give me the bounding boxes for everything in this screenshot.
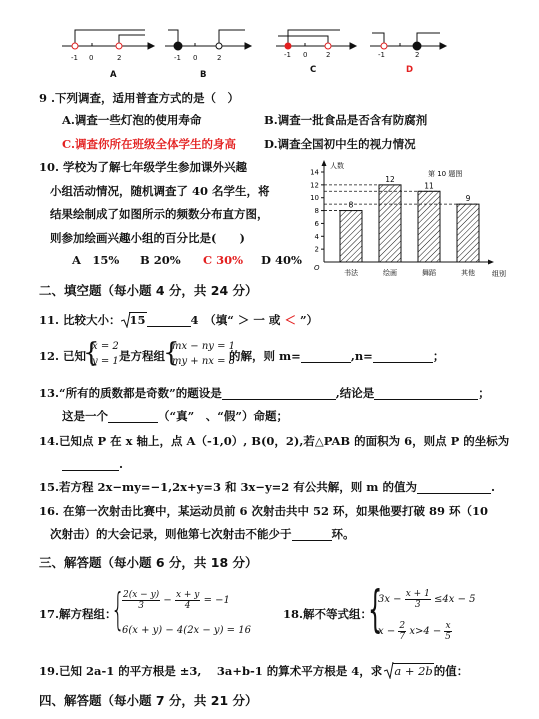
q13-line-1 bbox=[39, 386, 490, 400]
q11 bbox=[39, 313, 318, 327]
q9-option-d: D.调查全国初中生的视力情况 bbox=[264, 137, 416, 151]
q12-a2: y = 1 bbox=[92, 356, 119, 367]
q13-text-3: ； bbox=[478, 386, 490, 400]
tick-label: 0 bbox=[303, 51, 308, 59]
q12-a1: x = 2 bbox=[92, 341, 119, 352]
q9-option-c: C.调查你所在班级全体学生的身高 bbox=[62, 137, 236, 151]
y-tick-label: 4 bbox=[314, 232, 319, 241]
q13-text-1: 13.“所有的质数都是奇数”的题设是 bbox=[39, 386, 222, 400]
q12-b1: mx − ny = 1 bbox=[172, 341, 236, 352]
tick-label: -1 bbox=[174, 54, 181, 62]
q14-line-2 bbox=[62, 457, 123, 471]
q18-b: x − bbox=[378, 626, 396, 637]
q16-line-1: 16. 在第一次射击比赛中，某运动员前 6 次射击共中 52 环，如果他要打破 89 环（10 bbox=[39, 504, 489, 518]
q18-num-1: x + 1 bbox=[405, 589, 430, 599]
tick-label: -1 bbox=[71, 54, 78, 62]
q18-rhs-1: ≤4x − 5 bbox=[434, 594, 476, 605]
q17-label: 17.解方程组： bbox=[39, 607, 117, 621]
q10-option-b: B 20% bbox=[140, 253, 181, 267]
section-3-header: 三、解答题（每小题 6 分，共 18 分） bbox=[39, 555, 258, 570]
q12-post bbox=[229, 349, 444, 363]
q13-line-2 bbox=[62, 409, 288, 423]
q12-middle: 是方程组 bbox=[119, 349, 165, 363]
tick-label: -1 bbox=[378, 51, 385, 59]
tick-label: 0 bbox=[89, 54, 94, 62]
q9-stem: 9 .下列调查，适用普查方式的是（ ） bbox=[39, 91, 240, 105]
q11-lt: ＜ bbox=[284, 313, 296, 327]
q17-den-1: 3 bbox=[138, 601, 144, 611]
q12-prefix: 12. 已知 bbox=[39, 349, 87, 363]
q13-text-5: （“真” 、“假”）命题； bbox=[158, 409, 288, 423]
category-label: 其他 bbox=[461, 269, 475, 277]
q18-label: 18.解不等式组： bbox=[283, 607, 373, 621]
q10-option-a: A 15% bbox=[72, 253, 120, 267]
tick-label: 0 bbox=[193, 54, 198, 62]
tick-label: 2 bbox=[415, 51, 420, 59]
q18-den-1: 3 bbox=[414, 600, 421, 610]
category-label: 书法 bbox=[344, 269, 358, 277]
q13-text-2: ,结论是 bbox=[335, 386, 375, 400]
q15: 15.若方程 2x−my=−1,2x+y=3 和 3x−y=2 有公共解，则 m 的值为 . bbox=[39, 480, 495, 494]
q9-option-a: A.调查一些灯泡的使用寿命 bbox=[62, 113, 202, 127]
q17-num-1: 2(x − y) bbox=[123, 590, 160, 600]
option-label-b: B bbox=[200, 70, 207, 80]
q10-line-3: 结果绘制成了如图所示的频数分布直方图， bbox=[50, 207, 269, 221]
bar bbox=[340, 211, 362, 262]
bar-value-label: 12 bbox=[385, 174, 395, 184]
x-axis-label: 组别 bbox=[492, 270, 506, 278]
section-2-header: 二、填空题（每小题 4 分，共 24 分） bbox=[39, 283, 258, 298]
q16-text: 次射击）的大会记录，则他第七次射击不能少于 bbox=[50, 527, 292, 541]
q16-line-2 bbox=[50, 527, 355, 541]
q14-end: . bbox=[119, 457, 124, 471]
bar bbox=[457, 204, 479, 262]
y-tick-label: 12 bbox=[310, 181, 319, 190]
q18-num-3: x bbox=[445, 621, 451, 631]
q17-rhs-1: = −1 bbox=[203, 595, 230, 606]
y-tick-label: 10 bbox=[310, 194, 319, 203]
q17-den-2: 4 bbox=[184, 601, 191, 611]
q10-line-1: 10. 学校为了解七年级学生参加课外兴趣 bbox=[39, 160, 248, 174]
q11-radicand: 15 bbox=[129, 313, 146, 327]
option-label-d: D bbox=[406, 65, 414, 75]
brace-icon: { bbox=[368, 580, 383, 638]
q10-line-2: 小组活动情况，随机调查了 40 名学生，将 bbox=[50, 184, 270, 198]
q12-b2: my + nx = 8 bbox=[172, 356, 236, 367]
number-line-figures bbox=[0, 0, 539, 85]
q12-post2: ,n= bbox=[350, 349, 373, 363]
q17-row-1: $\frac{2(x - y)}{3}$ − $\frac{x + y}{4}$ = −1 bbox=[123, 590, 230, 611]
tick-label: 2 bbox=[217, 54, 222, 62]
tick-label: 2 bbox=[117, 54, 122, 62]
q10-option-c: C 30% bbox=[203, 253, 244, 267]
brace-icon: { bbox=[83, 338, 100, 368]
q19-text: 19.已知 2a-1 的平方根是 ±3, 3a+b-1 的算术平方根是 4，求 bbox=[39, 664, 383, 678]
category-label: 舞蹈 bbox=[422, 269, 436, 277]
bar-value-label: 9 bbox=[465, 194, 471, 204]
x-axis-arrow-icon bbox=[488, 260, 494, 265]
origin-label: O bbox=[314, 264, 320, 272]
q10-line-4: 则参加绘画兴趣小组的百分比是( ) bbox=[50, 231, 245, 245]
histogram-chart bbox=[308, 158, 518, 280]
option-label-a: A bbox=[110, 70, 117, 80]
q16-end: 环。 bbox=[331, 527, 355, 541]
brace-icon: { bbox=[111, 584, 125, 635]
q18-row-1 bbox=[378, 589, 476, 610]
q12-end: ； bbox=[432, 349, 445, 363]
q13-text-4: 这是一个 bbox=[62, 409, 108, 423]
chart-title: 第 10 题图 bbox=[428, 170, 463, 178]
q11-end: ”） bbox=[295, 313, 319, 327]
q14-line-1: 14.已知点 P 在 x 轴上，点 A（-1,0）, B(0，2),若△PAB 的面积为 6，则点 P 的坐标为 bbox=[39, 434, 510, 448]
q18-den-3: 5 bbox=[445, 632, 451, 642]
q15-text: 15.若方程 2x−my=−1,2x+y=3 和 3x−y=2 有公共解，则 m 的值为 bbox=[39, 480, 417, 494]
q18-a: 3x − bbox=[378, 594, 402, 605]
brace-icon: { bbox=[163, 338, 180, 368]
q18-den-2: 7 bbox=[399, 632, 406, 642]
y-tick-label: 6 bbox=[314, 219, 319, 228]
tick-label: -1 bbox=[284, 51, 291, 59]
q18-num-2: 2 bbox=[399, 621, 406, 631]
q19-radicand: a + 2b bbox=[394, 664, 433, 678]
bar bbox=[379, 185, 401, 262]
q18-row-2 bbox=[378, 621, 452, 642]
option-label-c: C bbox=[310, 65, 317, 75]
bar-value-label: 11 bbox=[424, 181, 434, 191]
q9-option-b: B.调查一批食品是否含有防腐剂 bbox=[264, 113, 428, 127]
category-label: 绘画 bbox=[383, 269, 397, 277]
q12-post-text: 的解，则 m= bbox=[229, 349, 301, 363]
q10-option-d: D 40% bbox=[261, 253, 302, 267]
q11-middle: 4 （填“ ＞ 一 或 bbox=[190, 313, 281, 327]
y-tick-label: 2 bbox=[314, 245, 319, 254]
y-tick-label: 14 bbox=[310, 168, 319, 177]
q17-row-2: 6(x + y) − 4(2x − y) = 16 bbox=[122, 625, 251, 636]
q11-prefix: 11. 比较大小： bbox=[39, 313, 121, 327]
bar-value-label: 8 bbox=[348, 200, 354, 210]
q19-post: 的值： bbox=[433, 664, 469, 678]
tick-label: 2 bbox=[326, 51, 331, 59]
y-axis-label: 人数 bbox=[330, 162, 344, 170]
y-tick-label: 8 bbox=[314, 207, 319, 216]
section-4-header: 四、解答题（每小题 7 分，共 21 分） bbox=[39, 693, 258, 708]
q17-num-2: x + y bbox=[175, 590, 200, 600]
q18-rhs-2: x>4 − bbox=[409, 626, 442, 637]
bar bbox=[418, 191, 440, 262]
y-axis-arrow-icon bbox=[322, 160, 327, 166]
q19 bbox=[39, 664, 468, 678]
